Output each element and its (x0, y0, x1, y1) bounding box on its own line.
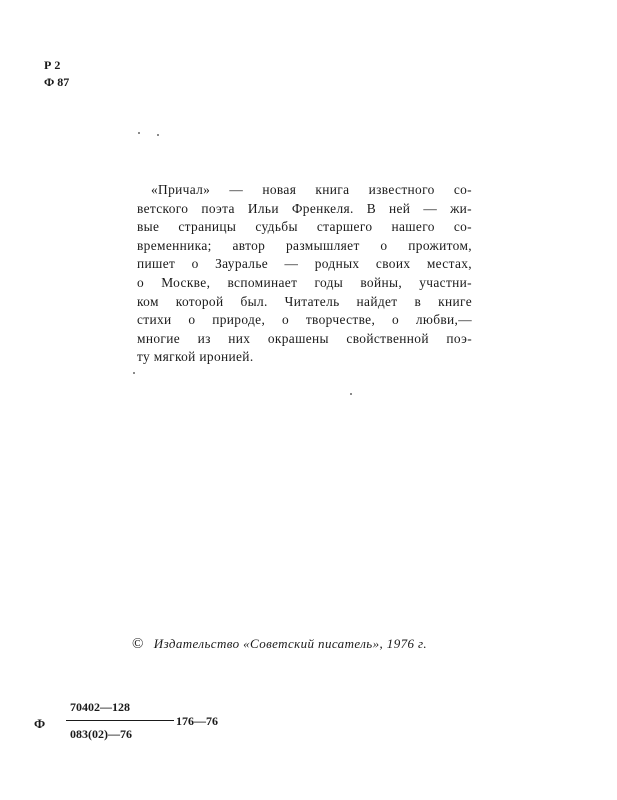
bbk-classification (44, 57, 69, 91)
index-numerator: 70402—128 (70, 700, 130, 714)
annotation-line: ту мягкой иронией. (137, 349, 254, 365)
annotation-line: «Причал» — новая книга известного со- (151, 182, 472, 197)
index-suffix: 176—76 (176, 714, 218, 728)
speck (133, 372, 135, 374)
book-annotation (137, 181, 472, 367)
annotation-line: о Москве, вспоминает годы войны, участни- (137, 274, 472, 290)
copyright-notice (132, 636, 427, 653)
speck (157, 134, 159, 136)
fraction-bar (66, 720, 174, 721)
annotation-line: пишет о Зауралье — родных своих местах, (137, 256, 472, 272)
author-mark: Ф 87 (44, 75, 70, 89)
annotation-line: вые страницы судьбы старшего нашего со- (137, 219, 472, 235)
copyright-symbol: © (132, 636, 144, 652)
speck (350, 393, 352, 395)
annotation-line: стихи о природе, о творчестве, о любви,— (137, 312, 472, 328)
annotation-line: временника; автор размышляет о прожитом, (137, 237, 472, 253)
annotation-line: ветского поэта Ильи Френкеля. В ней — жи- (137, 200, 472, 216)
annotation-line: многие из них окрашены свойственной поэ- (137, 330, 472, 346)
copyright-text: Издательство «Советский писатель», 1976 г. (153, 636, 428, 651)
bbk-code: Р 2 (44, 58, 61, 72)
index-letter: Ф (34, 716, 46, 731)
publication-index (32, 700, 232, 748)
annotation-line: ком которой был. Читатель найдет в книге (137, 293, 472, 309)
index-denominator: 083(02)—76 (70, 727, 132, 741)
speck (138, 132, 140, 134)
